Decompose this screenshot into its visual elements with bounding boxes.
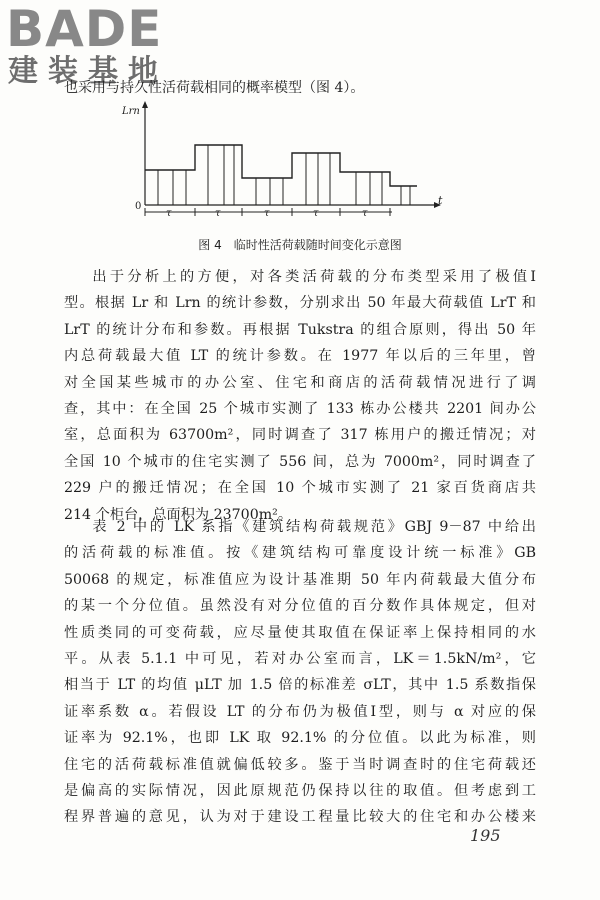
page-number: 195 [470, 826, 501, 845]
text-line: 214 个柜台，总面积为 23700m²。 [64, 506, 293, 523]
text-line: 229 户的搬迁情况；在全国 10 个城市实测了 21 家百货商店共 [64, 480, 536, 497]
x-axis-label: t [438, 194, 443, 207]
text-line: 的某一个分位值。虽然没有对分位值的百分数作具体规定，但对 [64, 598, 536, 615]
interval-label: τ [362, 208, 368, 219]
load-time-diagram [120, 100, 450, 230]
logo-brand-text: BADE [6, 0, 163, 58]
paragraph-2 [64, 514, 536, 831]
text-line: 表 2 中的 LK 系指《建筑结构荷载规范》GBJ 9－87 中给出 [92, 519, 536, 535]
text-line: LrT 的统计分布和参数。再根据 Tukstra 的组合原则，得出 50 年 [64, 321, 536, 338]
logo-tagline-text: 建装基地 [8, 54, 168, 89]
text-line: 查，其中：在全国 25 个城市实测了 133 栋办公楼共 2201 间办公 [64, 400, 536, 417]
text-line: 平。从表 5.1.1 中可见，若对办公室而言，LK＝1.5kN/m²，它 [64, 650, 536, 667]
text-line: 证率系数 α。若假设 LT 的分布仍为极值Ⅰ型，则与 α 对应的保 [64, 703, 536, 720]
text-line: 型。根据 Lr 和 Lrn 的统计参数，分别求出 50 年最大荷载值 LrT 和 [64, 295, 536, 312]
continuation-line: 也采用与持久性活荷载相同的概率模型（图 4）。 [64, 80, 365, 96]
text-line: 的活荷载的标准值。按《建筑结构可靠度设计统一标准》GB [64, 545, 536, 562]
text-line: 室，总面积为 63700m²，同时调查了 317 栋用户的搬迁情况；对 [64, 427, 536, 444]
interval-label: τ [264, 208, 270, 219]
interval-label: τ [313, 208, 319, 219]
text-line: 证率为 92.1%，也即 LK 取 92.1% 的分位值。以此为标准，则 [64, 730, 536, 747]
interval-label: τ [166, 208, 172, 219]
text-line: 对全国某些城市的办公室、住宅和商店的活荷载情况进行了调 [64, 374, 536, 391]
text-line: 出于分析上的方便，对各类活荷载的分布类型采用了极值Ⅰ [92, 269, 536, 285]
origin-label: 0 [135, 201, 142, 212]
interval-label: τ [215, 208, 221, 219]
figure-caption: 图 4 临时性活荷载随时间变化示意图 [198, 238, 402, 252]
text-line: 50068 的规定，标准值应为设计基准期 50 年内荷载最大值分布 [64, 571, 536, 588]
text-line: 住宅的活荷载标准值就偏低较多。鉴于当时调查时的住宅荷载还 [64, 756, 536, 773]
load-hatching [158, 145, 410, 205]
text-line: 相当于 LT 的均值 μLT 加 1.5 倍的标准差 σLT，其中 1.5 系数指保 [64, 677, 536, 694]
text-line: 程界普遍的意见，认为对于建设工程量比较大的住宅和办公楼来 [64, 809, 536, 826]
paragraph-1 [64, 264, 536, 528]
text-line: 性质类同的可变荷载，应尽量使其取值在保证率上保持相同的水 [64, 624, 536, 641]
y-axis-label: Lrn [122, 106, 140, 117]
text-line: 全国 10 个城市的住宅实测了 556 间，总为 7000m²，同时调查了 [64, 453, 536, 470]
text-line: 内总荷载最大值 LT 的统计参数。在 1977 年以后的三年里，曾 [64, 348, 536, 365]
y-axis-arrow [142, 101, 148, 108]
text-line: 是偏高的实际情况，因此原规范仍保持以往的取值。但考虑到工 [64, 782, 536, 799]
